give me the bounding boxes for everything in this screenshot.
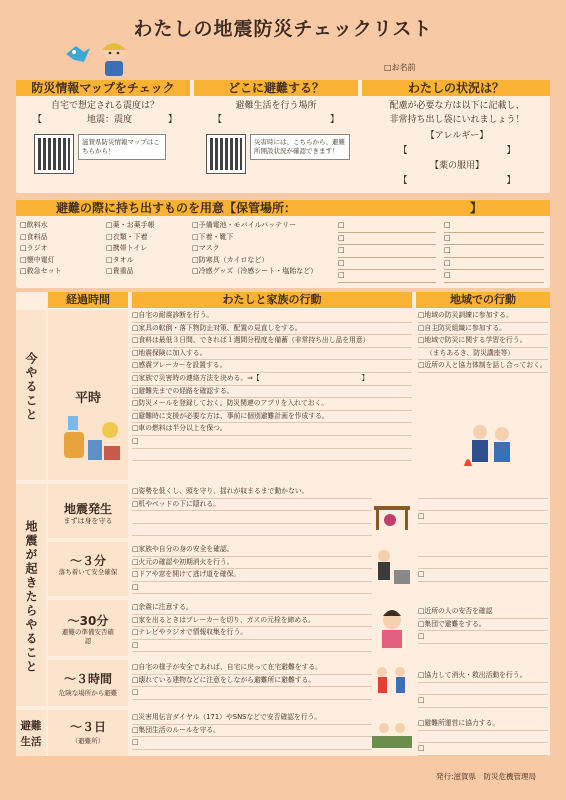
carry-blank-item[interactable]: □ — [444, 233, 544, 246]
mascot-illustration — [62, 38, 142, 78]
action-item[interactable] — [132, 524, 372, 537]
my-status-heading: わたしの状況は？ — [362, 80, 550, 96]
family-action-header: わたしと家族の行動 — [132, 292, 412, 308]
carry-item[interactable]: □衣類・下着 — [106, 232, 148, 241]
action-item[interactable]: □災害用伝言ダイヤル（171）やSNSなどで安否確認を行う。 — [132, 712, 372, 725]
community-actions-3hours — [418, 670, 548, 708]
name-field[interactable] — [384, 62, 566, 82]
side-label-shelter: 避難生活 — [20, 720, 42, 748]
community-item[interactable]: □ — [418, 743, 548, 756]
time-sub-30min: 避難の準備安否確認 — [62, 628, 114, 645]
community-item[interactable]: □地域で防災に関する学習を行う。 — [418, 335, 548, 348]
community-item[interactable]: □ — [418, 569, 548, 582]
time-sub-3min: 落ち着いて安全確保 — [58, 568, 118, 576]
medication-label: 【薬の服用】 — [429, 161, 484, 171]
map-check-heading: 防災情報マップをチェック — [16, 80, 190, 96]
time-label-3days: ～３日 — [69, 720, 106, 734]
action-item[interactable]: □ — [132, 687, 372, 700]
action-item[interactable]: □避難時に支援が必要な方は、事前に個別避難計画を作成する。 — [132, 411, 412, 424]
name-label: □お名前 — [384, 63, 416, 72]
phone-call-illustration — [370, 604, 414, 652]
action-item[interactable]: □家族や自分の身の安全を確認。 — [132, 544, 372, 557]
time-label-quake: 地震発生 — [63, 502, 112, 516]
action-item[interactable]: □家族で災害時の連絡方法を決める。⇒【 】 — [132, 373, 412, 386]
intensity-field[interactable]: 【 地震：震度 】 — [32, 115, 177, 125]
carry-heading: 避難の際に持ち出すものを用意【保管場所： 】 — [16, 200, 550, 216]
carry-column-3 — [192, 220, 336, 278]
carry-blank-item[interactable]: □ — [444, 270, 544, 283]
carry-column-2 — [106, 220, 190, 278]
shelter-qr-note: 災害時には、こちらから、避難所開設状況が確認できます！ — [250, 134, 350, 160]
community-actions-quake — [418, 486, 548, 524]
time-sub-3days: （避難所） — [71, 737, 105, 745]
family-actions-normal — [132, 310, 412, 461]
page-title: わたしの地震防災チェックリスト — [133, 18, 433, 40]
allergy-field[interactable]: 【 】 — [398, 146, 516, 156]
action-item[interactable]: □感震ブレーカーを設置する。 — [132, 360, 412, 373]
time-label-3hours: ～３時間 — [63, 672, 112, 686]
action-item[interactable] — [132, 449, 412, 462]
carry-column-5 — [444, 220, 544, 283]
qr-code-icon[interactable] — [34, 134, 74, 174]
community-item: （まちあるき、防災講座等） — [418, 348, 548, 361]
carry-blank-item[interactable]: □ — [338, 258, 436, 271]
community-item[interactable]: □避難所運営に協力する。 — [418, 718, 548, 731]
time-label-30min: ～30分 — [67, 614, 109, 628]
carry-column-4 — [338, 220, 436, 283]
family-actions-quake — [132, 486, 372, 536]
carry-item[interactable]: □懐中電灯 — [20, 255, 55, 264]
duck-under-desk-illustration — [370, 486, 414, 534]
time-label-normal: 平時 — [74, 391, 101, 406]
medication-field[interactable]: 【 】 — [398, 176, 516, 186]
shelter-question: 避難生活を行う場所 — [235, 101, 317, 111]
action-item[interactable]: □ — [132, 582, 372, 595]
evacuation-walk-illustration — [370, 662, 414, 704]
carry-blank-item[interactable]: □ — [338, 220, 436, 233]
side-label-now: 今やること — [24, 352, 38, 422]
community-item[interactable]: □協力して消火・救出活動を行う。 — [418, 670, 548, 683]
carry-blank-item[interactable]: □ — [444, 245, 544, 258]
carry-item[interactable]: □ラジオ — [20, 244, 48, 252]
community-item[interactable] — [418, 499, 548, 512]
community-item[interactable]: □近所の人と協力体制を話し合っておく。 — [418, 360, 548, 373]
action-item[interactable]: □テレビやラジオで情報収集を行う。 — [132, 627, 372, 640]
carry-item[interactable]: □貴重品 — [106, 267, 134, 275]
time-column-header: 経過時間 — [48, 292, 128, 308]
action-item[interactable]: □避難先までの経路を確認する。 — [132, 386, 412, 399]
action-item[interactable]: □車の燃料は半分以上を保つ。 — [132, 423, 412, 436]
action-item[interactable]: □家を出るときはブレーカーを切り、ガスの元栓を締める。 — [132, 615, 372, 628]
carry-item[interactable]: □食料品 — [20, 232, 48, 241]
action-item[interactable]: □家具の転倒・落下物防止対策、配置の見直しをする。 — [132, 323, 412, 336]
status-line-1: 配慮が必要な方は以下に記載し、 — [389, 101, 525, 111]
side-label-quake: 地震が起きたらやること — [24, 520, 38, 674]
community-actions-normal — [418, 310, 548, 373]
action-item[interactable]: □ — [132, 737, 372, 750]
action-item[interactable]: □食料は最低３日間、できれば１週間分程度を備蓄（非常持ち出し品を用意） — [132, 335, 412, 348]
carry-item[interactable]: □防寒具（カイロなど） — [192, 255, 269, 264]
action-item[interactable]: □防災メールを登録しておく。防災関連のアプリを入れておく。 — [132, 398, 412, 411]
action-item[interactable]: □ — [132, 436, 412, 449]
carry-item[interactable]: □救急セット — [20, 267, 62, 275]
family-actions-3hours — [132, 662, 372, 700]
carry-blank-item[interactable]: □ — [338, 233, 436, 246]
action-item[interactable]: □壊れている建物などに注意をしながら避難所に避難する。 — [132, 675, 372, 688]
carry-blank-item[interactable]: □ — [338, 245, 436, 258]
status-line-2: 非常持ち出し袋にいれましょう！ — [389, 115, 525, 125]
community-item[interactable]: □地域の防災訓練に参加する。 — [418, 310, 548, 323]
community-item[interactable]: □ — [418, 631, 548, 644]
community-item[interactable] — [418, 683, 548, 696]
community-drill-illustration — [450, 418, 542, 472]
carry-item[interactable]: □冷感グッズ（冷感シート・塩飴など） — [192, 267, 318, 275]
action-item[interactable]: □集団生活のルールを守る。 — [132, 725, 372, 738]
community-item[interactable] — [418, 557, 548, 570]
carry-item[interactable]: □薬・お薬手帳 — [106, 221, 155, 229]
emergency-kit-illustration — [58, 410, 126, 472]
community-item[interactable]: □近所の人の安否を確認 — [418, 606, 548, 619]
action-item[interactable]: □自宅の様子が安全であれば、自宅に戻って在宅避難をする。 — [132, 662, 372, 675]
action-item[interactable]: □自宅の耐震診断を行う。 — [132, 310, 412, 323]
community-item[interactable]: □集団で避難をする。 — [418, 619, 548, 632]
action-item[interactable]: □地震保険に加入する。 — [132, 348, 412, 361]
action-item[interactable]: □ドアや窓を開けて逃げ道を確保。 — [132, 569, 372, 582]
community-item[interactable]: □ — [418, 695, 548, 708]
map-qr-block — [34, 134, 166, 178]
family-actions-30min — [132, 602, 372, 652]
shelter-field[interactable]: 【 】 — [212, 115, 339, 125]
community-item[interactable] — [418, 731, 548, 744]
map-qr-note: 滋賀県防災情報マップはこちらから！ — [78, 134, 166, 160]
evacuation-heading: どこに避難する？ — [194, 80, 358, 96]
family-actions-3min — [132, 544, 372, 594]
shelter-qr-block — [206, 134, 350, 178]
action-item[interactable]: □ — [132, 640, 372, 653]
family-actions-3days — [132, 712, 372, 750]
time-label-3min: ～３分 — [69, 554, 106, 568]
community-item[interactable]: □自主防災組織に参加する。 — [418, 323, 548, 336]
carry-item[interactable]: □マスク — [192, 244, 220, 252]
qr-code-icon[interactable] — [206, 134, 246, 174]
carry-blank-item[interactable]: □ — [444, 220, 544, 233]
carry-blank-item[interactable]: □ — [444, 258, 544, 271]
publisher-footer: 発行:滋賀県 防災危機管理局 — [435, 772, 536, 781]
action-item[interactable]: □机やベッドの下に隠れる。 — [132, 499, 372, 512]
action-item[interactable]: □余震に注意する。 — [132, 602, 372, 615]
community-action-header: 地域での行動 — [416, 292, 550, 308]
community-item[interactable] — [418, 486, 548, 499]
carry-item[interactable]: □下着・靴下 — [192, 232, 234, 241]
carry-item[interactable]: □飲料水 — [20, 221, 48, 229]
time-sub-3hours: 危険な場所から避難 — [58, 689, 118, 697]
community-actions-3min — [418, 544, 548, 582]
intensity-question: 自宅で想定される震度は？ — [50, 101, 159, 111]
community-actions-3days — [418, 718, 548, 756]
carry-column-1 — [20, 220, 104, 278]
action-item[interactable]: □火元の確認や初期消火を行う。 — [132, 557, 372, 570]
community-item[interactable]: □ — [418, 511, 548, 524]
action-item[interactable] — [132, 511, 372, 524]
time-sub-quake: まずは身を守る — [63, 517, 113, 525]
shelter-life-illustration — [370, 714, 414, 752]
carry-item[interactable]: □予備電池・モバイルバッテリー — [192, 221, 297, 229]
extinguish-fire-illustration — [370, 544, 414, 592]
action-item[interactable]: □姿勢を低くし、頭を守り、揺れが収まるまで動かない。 — [132, 486, 372, 499]
community-item[interactable] — [418, 544, 548, 557]
carry-item[interactable]: □携帯トイレ — [106, 244, 148, 252]
carry-blank-item[interactable]: □ — [338, 270, 436, 283]
community-actions-30min — [418, 606, 548, 644]
carry-item[interactable]: □タオル — [106, 255, 134, 264]
allergy-label: 【アレルギー】 — [425, 131, 489, 141]
